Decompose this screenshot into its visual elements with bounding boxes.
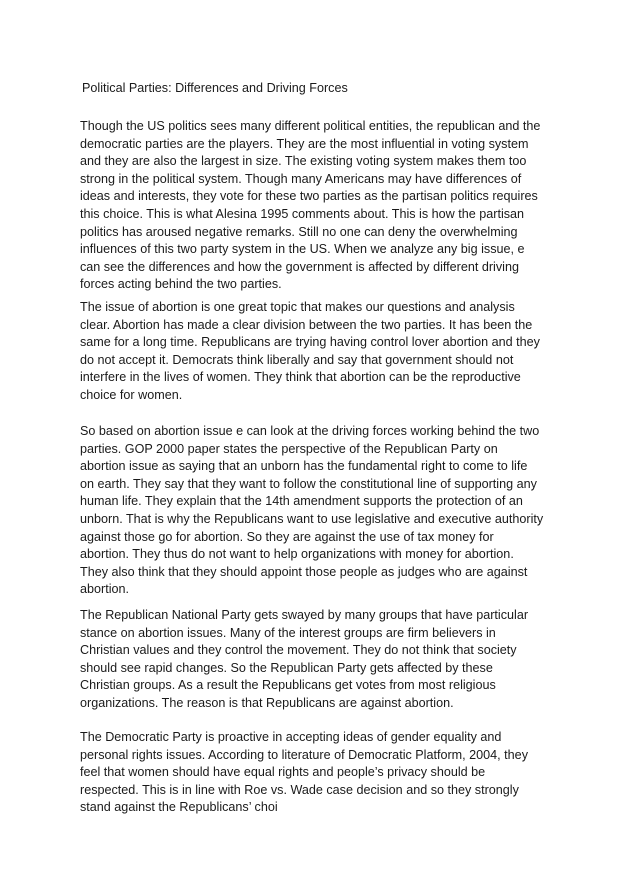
text-line: Though the US politics sees many different political entities, the republican and the (80, 119, 541, 133)
text-line: can see the differences and how the government is affected by different driving (80, 259, 519, 274)
text-line: The Democratic Party is proactive in accepting ideas of gender equality and (80, 730, 502, 744)
text-line: clear. Abortion has made a clear division between the two parties. It has been the (80, 317, 533, 332)
text-line: influences of this two party system in the US. When we analyze any big issue, e (80, 242, 525, 257)
text-line: Christian groups. As a result the Republicans get votes from most religious (80, 678, 496, 693)
text-line: interfere in the lives of women. They think that abortion can be the reproductive (80, 370, 521, 385)
text-line: and they are also the largest in size. The existing voting system makes them too (80, 154, 527, 169)
text-line: strong in the political system. Though many Americans may have differences of (80, 171, 522, 186)
text-line: same for a long time. Republicans are trying having control lover abortion and they (80, 335, 540, 350)
text-line: Christian values and they control the movement. They do not think that society (80, 643, 517, 658)
paragraph-republican-groups (80, 607, 580, 713)
text-line: abortion. (80, 582, 130, 597)
text-line: stand against the Republicans’ choi (80, 800, 278, 815)
text-line: They also think that they should appoint those people as judges who are against (80, 564, 528, 579)
document-title: Political Parties: Differences and Driving Forces (82, 81, 348, 95)
text-line: on earth. They say that they want to follow the constitutional line of supporting any (80, 476, 537, 491)
text-line: The Republican National Party gets swayed by many groups that have particular (80, 608, 529, 622)
text-line: against those go for abortion. So they are against the use of tax money for (80, 529, 494, 544)
paragraph-two-party-system (80, 118, 580, 294)
paragraph-abortion-issue (80, 299, 580, 405)
text-line: forces acting behind the two parties. (80, 277, 282, 292)
text-line: organizations. The reason is that Republicans are against abortion. (80, 695, 454, 710)
text-line: should see rapid changes. So the Republican Party gets affected by these (80, 660, 493, 675)
text-line: democratic parties are the players. They are the most influential in voting system (80, 136, 529, 151)
text-line: human life. They explain that the 14th amendment supports the protection of an (80, 494, 523, 509)
paragraph-democratic-party (80, 729, 580, 817)
text-line: do not accept it. Democrats think liberally and say that government should not (80, 352, 514, 367)
text-line: parties. GOP 2000 paper states the perspective of the Republican Party on (80, 441, 498, 456)
text-line: abortion. They thus do not want to help organizations with money for abortion. (80, 547, 514, 562)
text-line: this choice. This is what Alesina 1995 comments about. This is how the partisan (80, 206, 525, 221)
paragraph-gop-perspective (80, 423, 580, 599)
text-line: stance on abortion issues. Many of the interest groups are firm believers in (80, 625, 496, 640)
text-line: The issue of abortion is one great topic that makes our questions and analysis (80, 300, 515, 314)
text-line: choice for women. (80, 387, 183, 402)
text-line: feel that women should have equal rights and people’s privacy should be (80, 765, 486, 780)
text-line: unborn. That is why the Republicans want to use legislative and executive authority (80, 511, 544, 526)
text-line: ideas and interests, they vote for these two parties as the partisan politics requires (80, 189, 538, 204)
text-line: So based on abortion issue e can look at the driving forces working behind the two (80, 424, 540, 438)
text-line: personal rights issues. According to literature of Democratic Platform, 2004, they (80, 747, 528, 762)
text-line: politics has aroused negative remarks. Still no one can deny the overwhelming (80, 224, 518, 239)
text-line: respected. This is in line with Roe vs. Wade case decision and so they strongly (80, 782, 519, 797)
text-line: abortion issue as saying that an unborn has the fundamental right to come to life (80, 459, 528, 474)
